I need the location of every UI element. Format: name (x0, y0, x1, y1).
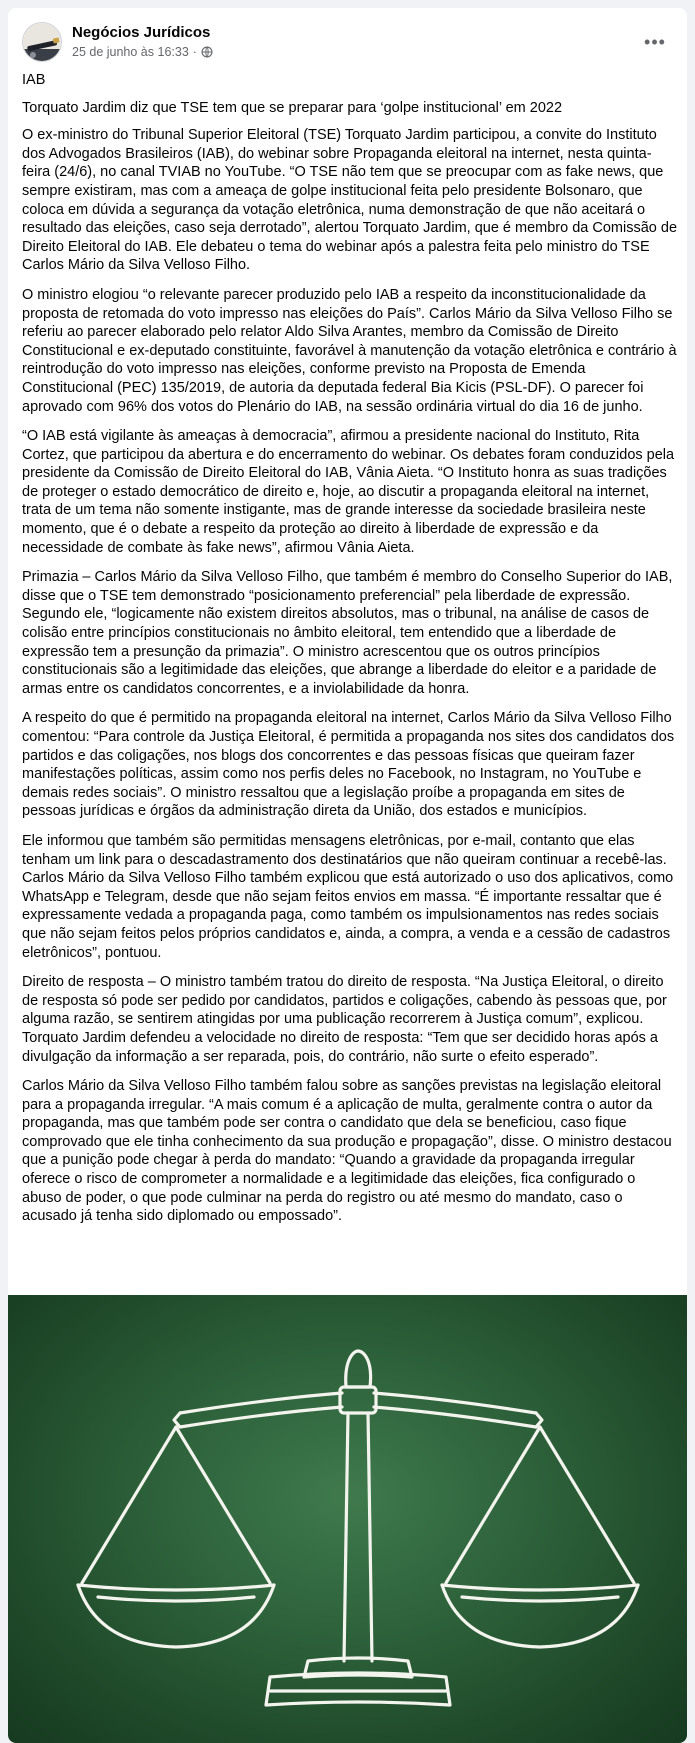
post-meta (72, 45, 213, 59)
post-body (22, 71, 677, 1237)
meta-separator: · (192, 45, 197, 59)
avatar-image (23, 23, 62, 62)
post-paragraph: O ministro elogiou “o relevante parecer produzido pelo IAB a respeito da inconstitucionalidade da proposta de retomada do voto impresso nas eleições do País”. Carlos Mário da Silva Velloso Filho se referiu ao parecer elaborado pelo relator Aldo Silva Arantes, membro da Comissão de Direito Constitucional e ex-deputado constituinte, favorável à manutenção da votação eletrônica e contrário à reintrodução do voto impresso nas eleições, conforme previsto na Proposta de Emenda Constitucional (PEC) 135/2019, de autoria da deputada federal Bia Kicis (PSL-DF). O parecer foi aprovado com 96% dos votos do Plenário do IAB, na sessão ordinária virtual do dia 16 de junho. (22, 286, 677, 415)
page-name-link[interactable]: Negócios Jurídicos (72, 24, 211, 41)
scales-of-justice-illustration (8, 1295, 687, 1743)
more-horizontal-icon: ••• (644, 31, 666, 52)
post-paragraph: Ele informou que também são permitidas mensagens eletrônicas, por e-mail, contanto que elas tenham um link para o descadastramento dos destinatários que não queiram continuar a recebê-las. Carlos Mário da Silva Velloso Filho também explicou que está autorizado o uso dos aplicativos, como WhatsApp e Telegram, desde que não sejam feitos envios em massa. “É importante ressaltar que é expressamente vedada a propaganda paga, como também os impulsionamentos nas redes sociais que não sejam feitos pelos próprios candidatos e, ainda, a compra, a venda e a cessão de cadastros eletrônicos”, pontuou. (22, 832, 674, 961)
post-paragraph: “O IAB está vigilante às ameaças à democracia”, afirmou a presidente nacional do Instituto, Rita Cortez, que participou da abertura e do encerramento do webinar. Os debates foram conduzidos pela presidente da Comissão de Direito Eleitoral do IAB, Vânia Aieta. “O Instituto honra as suas tradições de proteger o estado democrático de direito e, hoje, ao discutir a propaganda eleitoral na internet, trata de um tema não somente instigante, mas de grande interesse da sociedade brasileira neste momento, que é o debate a respeito da proteção ao direito à liberdade de expressão e da necessidade de combate às fake news”, afirmou Vânia Aieta. (22, 428, 675, 556)
post-paragraph: Carlos Mário da Silva Velloso Filho também falou sobre as sanções previstas na legislação eleitoral para a propaganda irregular. “A mais comum é a aplicação de multa, geralmente contra o autor da propaganda, mas que também pode ser contra o candidato que dela se beneficiou, caso fique comprovado que ele tinha conhecimento da sua produção e propagação”, disse. O ministro destacou que a punição pode chegar à perda do mandato: “Quando a gravidade da propaganda irregular oferece o risco de comprometer a normalidade e a legitimidade das eleições, fica configurado o abuso de poder, o que pode culminar na perda do registro ou até mesmo do mandato, caso o acusado já tenha sido diplomado ou empossado”. (22, 1078, 672, 1225)
post-paragraph: IAB (22, 72, 46, 88)
post-paragraph: A respeito do que é permitido na propaganda eleitoral na internet, Carlos Mário da Silva Velloso Filho comentou: “Para controle da Justiça Eleitoral, é permitida a propaganda nos sites dos candidatos dos partidos e das coligações, nos blogs dos concorrentes e das pessoas físicas que queiram fazer manifestações políticas, assim como nos perfis deles no Facebook, no Instagram, no YouTube e demais redes sociais”. O ministro ressaltou que a legislação proíbe a propaganda em sites de pessoas jurídicas e órgãos da administração direta da União, dos estados e municípios. (22, 710, 675, 820)
post-headline: Torquato Jardim diz que TSE tem que se preparar para ‘golpe institucional’ em 2022 (22, 99, 563, 116)
post-paragraph: Primazia – Carlos Mário da Silva Velloso Filho, que também é membro do Conselho Superior do IAB, disse que o TSE tem demonstrado “posicionamento preferencial” pela liberdade de expressão. Segundo ele, “logicamente não existem direitos absolutos, mas o tribunal, na análise de casos de colisão entre princípios constitucionais no âmbito eleitoral, tem entendido que a liberdade de expressão tem a presunção da primazia”. O ministro acrescentou que os outros princípios constitucionais são a legitimidade das eleições, que abrange a liberdade do eleitor e a paridade de armas entre os candidatos concorrentes, e a inviolabilidade da honra. (22, 569, 673, 697)
post-timestamp[interactable]: 25 de junho às 16:33 (72, 45, 189, 59)
more-options-button[interactable] (637, 24, 673, 60)
globe-icon[interactable] (201, 46, 213, 58)
post-photo[interactable] (8, 1295, 687, 1743)
post-paragraph: Direito de resposta – O ministro também tratou do direito de resposta. “Na Justiça Eleitoral, o direito de resposta só pode ser pedido por candidatos, partidos e coligações, cabendo às pessoas que, por alguma razão, se sentirem atingidas por uma publicação recorrerem à Justiça comum”, explicou. Torquato Jardim defendeu a velocidade no direito de resposta: “Tem que ser decidido horas após a divulgação da informação a ser reparada, pois, do contrário, não surte o efeito esperado”. (22, 974, 667, 1065)
post-card (8, 8, 687, 1743)
post-header (22, 20, 673, 64)
post-paragraph: O ex-ministro do Tribunal Superior Eleitoral (TSE) Torquato Jardim participou, a convite do Instituto dos Advogados Brasileiros (IAB), do webinar sobre Propaganda eleitoral na internet, nesta quinta-feira (24/6), no canal TVIAB no YouTube. “O TSE não tem que se preocupar com as fake news, que sempre existiram, mas com a ameaça de golpe institucional feita pelo presidente Bolsonaro, que coloca em dúvida a segurança da votação eletrônica, numa demonstração de que não aceitará o resultado das eleições, caso seja derrotado”, alertou Torquato Jardim, que é membro da Comissão de Direito Eleitoral do IAB. Ele debateu o tema do webinar após a palestra feita pelo ministro do TSE Carlos Mário da Silva Velloso Filho. (22, 127, 678, 274)
page-avatar[interactable] (22, 22, 62, 62)
